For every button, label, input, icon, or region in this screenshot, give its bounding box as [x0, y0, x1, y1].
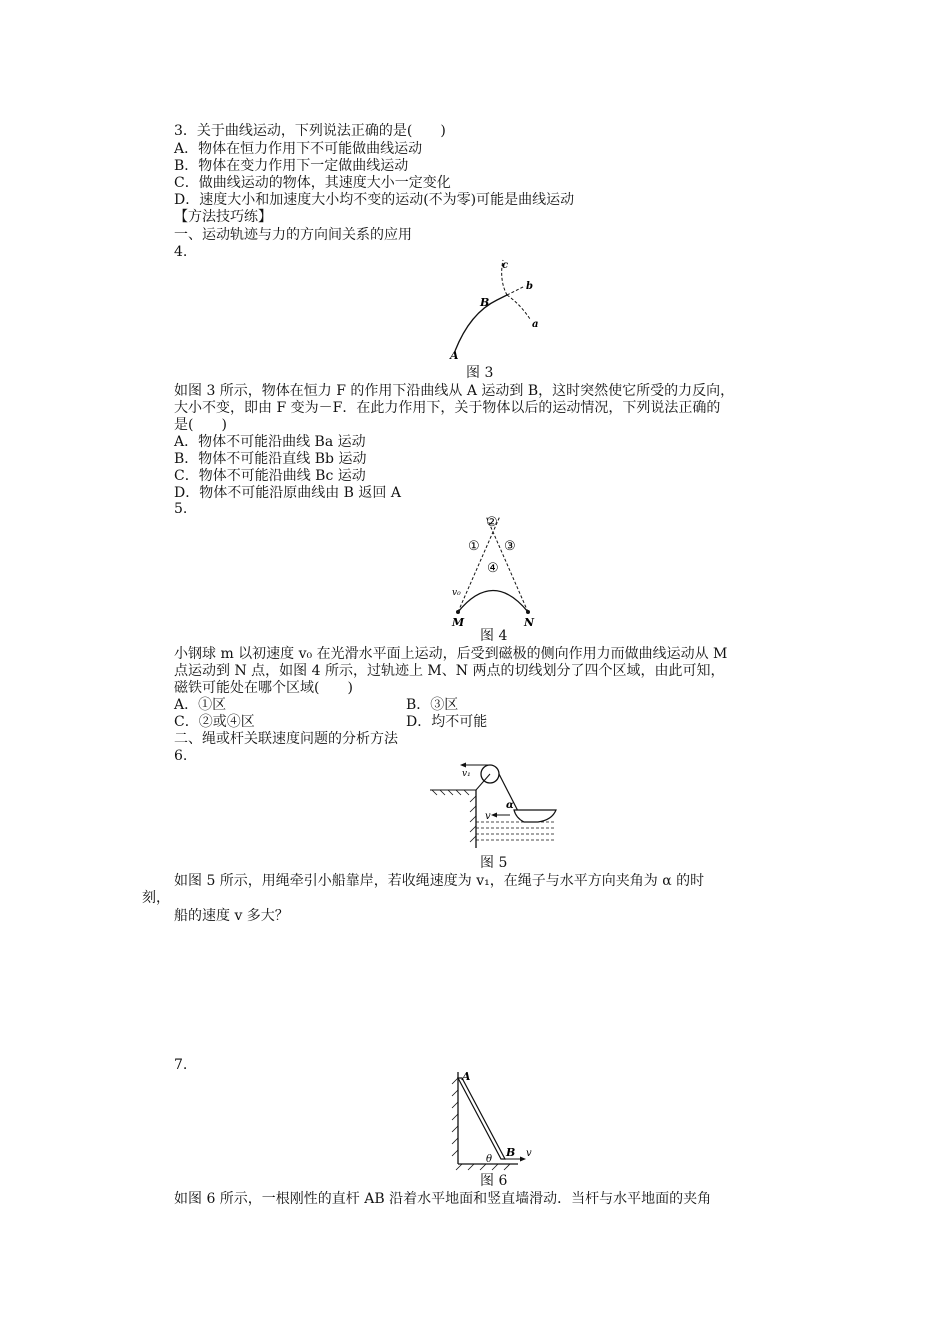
q5-option-d: D．均不可能	[406, 714, 488, 730]
figure-5-caption: 图 5	[480, 855, 508, 871]
q6-stem-line1: 如图 5 所示，用绳牵引小船靠岸，若收绳速度为 v₁，在绳子与水平方向夹角为 α 的时	[174, 873, 705, 889]
figure-6-diagram	[448, 1070, 548, 1170]
q4-option-b: B．物体不可能沿直线 Bb 运动	[174, 451, 367, 467]
fig3-label-c: c	[502, 260, 509, 271]
fig3-label-A: A	[450, 349, 459, 362]
figure-3-diagram	[445, 258, 565, 368]
q4-option-c: C．物体不可能沿曲线 Bc 运动	[174, 468, 366, 484]
q7-number: 7.	[174, 1057, 188, 1073]
fig4-label-v0: v₀	[452, 588, 461, 598]
q5-stem-line3: 磁铁可能处在哪个区域( )	[174, 680, 353, 696]
section-header: 【方法技巧练】	[174, 209, 272, 225]
q6-stem-line3: 船的速度 v 多大？	[174, 908, 289, 924]
fig3-label-b-lower: b	[526, 281, 533, 292]
q3-option-c: C．做曲线运动的物体，其速度大小一定变化	[174, 175, 451, 191]
q4-number: 4.	[174, 244, 188, 260]
q4-option-d: D．物体不可能沿原曲线由 B 返回 A	[174, 485, 401, 501]
q4-stem-line3: 是( )	[174, 417, 227, 433]
fig5-label-v1: v₁	[462, 769, 471, 779]
figure-5-diagram	[428, 760, 568, 850]
figure-3-caption: 图 3	[466, 365, 494, 381]
q5-option-a: A．①区	[174, 697, 227, 713]
fig4-region-2: ②	[486, 515, 498, 530]
fig5-label-alpha: α	[506, 800, 514, 811]
fig4-label-N: N	[524, 616, 535, 629]
q3-option-d: D．速度大小和加速度大小均不变的运动(不为零)可能是曲线运动	[174, 192, 575, 208]
q4-stem-line1: 如图 3 所示，物体在恒力 F 的作用下沿曲线从 A 运动到 B，这时突然使它所受的力反向，	[174, 383, 735, 399]
fig6-label-B: B	[506, 1146, 516, 1159]
fig4-label-M: M	[452, 616, 465, 629]
fig5-label-v: v	[485, 811, 491, 822]
q5-stem-line1: 小钢球 m 以初速度 v₀ 在光滑水平面上运动，后受到磁极的侧向作用力而做曲线运动从 M	[174, 646, 728, 662]
fig3-label-B: B	[480, 296, 490, 309]
fig4-region-1: ①	[468, 539, 480, 554]
q7-stem-line1: 如图 6 所示，一根刚性的直杆 AB 沿着水平地面和竖直墙滑动．当杆与水平地面的夹角	[174, 1191, 712, 1207]
q5-option-b: B．③区	[406, 697, 459, 713]
q4-option-a: A．物体不可能沿曲线 Ba 运动	[174, 434, 366, 450]
q3-option-a: A．物体在恒力作用下不可能做曲线运动	[174, 141, 423, 157]
fig6-label-theta: θ	[486, 1154, 493, 1165]
fig6-label-v: v	[526, 1148, 532, 1159]
fig4-region-3: ③	[504, 539, 516, 554]
q5-option-c: C．②或④区	[174, 714, 255, 730]
q3-stem: 3．关于曲线运动，下列说法正确的是( )	[174, 123, 446, 139]
figure-6-caption: 图 6	[480, 1173, 508, 1189]
q5-number: 5.	[174, 501, 188, 517]
part1-title: 一、运动轨迹与力的方向间关系的应用	[174, 227, 412, 243]
figure-4-diagram	[448, 514, 538, 629]
q4-stem-line2: 大小不变，即由 F 变为－F．在此力作用下，关于物体以后的运动情况，下列说法正确的	[174, 400, 721, 416]
q6-number: 6.	[174, 748, 188, 764]
figure-4-caption: 图 4	[480, 628, 508, 644]
fig3-label-a-lower: a	[532, 319, 539, 330]
fig6-label-A: A	[462, 1070, 471, 1083]
q5-stem-line2: 点运动到 N 点，如图 4 所示，过轨迹上 M、N 两点的切线划分了四个区域，由此可知，	[174, 663, 725, 679]
q6-stem-line2: 刻，	[142, 890, 170, 906]
part2-title: 二、绳或杆关联速度问题的分析方法	[174, 731, 398, 747]
fig4-region-4: ④	[487, 561, 499, 576]
q3-option-b: B．物体在变力作用下一定做曲线运动	[174, 158, 409, 174]
